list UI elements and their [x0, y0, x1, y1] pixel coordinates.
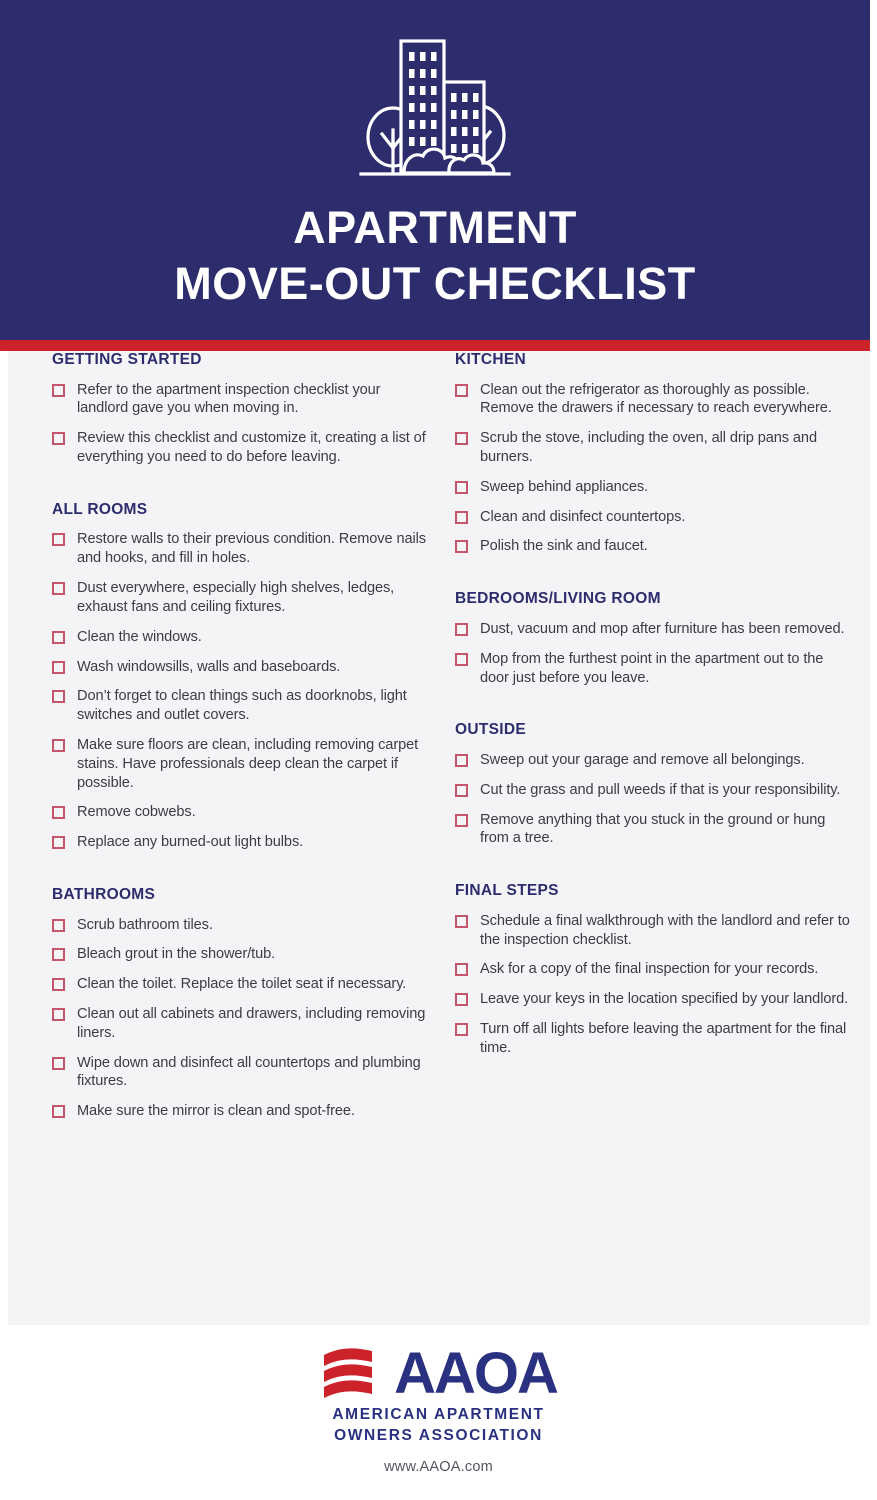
checklist-item-label: Mop from the furthest point in the apartment out to the door just before you leave.	[480, 650, 824, 686]
checklist-item-label: Cut the grass and pull weeds if that is your responsibility.	[480, 781, 841, 798]
checklist-item-label: Bleach grout in the shower/tub.	[77, 946, 276, 963]
checkbox-icon[interactable]	[52, 836, 65, 849]
section-title: ALL ROOMS	[52, 500, 148, 518]
checklist-items	[52, 381, 427, 467]
checklist-section	[455, 882, 850, 1057]
checklist-item-label: Clean the windows.	[77, 628, 202, 645]
checklist-item[interactable]	[52, 579, 427, 617]
page-title	[0, 200, 870, 312]
checklist-item[interactable]	[455, 620, 850, 639]
checkbox-icon[interactable]	[455, 814, 468, 827]
section-title: FINAL STEPS	[455, 882, 559, 900]
checkbox-icon[interactable]	[52, 661, 65, 674]
checklist-item-label: Clean out the refrigerator as thoroughly as possible. Remove the drawers if necessary to reach everywhere.	[480, 381, 832, 417]
checkbox-icon[interactable]	[455, 384, 468, 397]
red-divider	[0, 340, 870, 351]
checkbox-icon[interactable]	[52, 533, 65, 546]
checklist-item-label: Polish the sink and faucet.	[480, 538, 648, 555]
section-title: KITCHEN	[455, 351, 526, 368]
checklist-item-label: Clean and disinfect countertops.	[480, 508, 686, 525]
checklist-item-label: Don’t forget to clean things such as doorknobs, light switches and outlet covers.	[77, 688, 407, 724]
checklist-section	[455, 721, 850, 848]
checklist-items	[455, 620, 850, 687]
checkbox-icon[interactable]	[52, 978, 65, 991]
checkbox-icon[interactable]	[52, 1057, 65, 1070]
checkbox-icon[interactable]	[455, 623, 468, 636]
checklist-item-label: Review this checklist and customize it, creating a list of everything you need to do before leaving.	[77, 430, 426, 466]
checklist-items	[455, 381, 850, 557]
checklist-item-label: Leave your keys in the location specified by your landlord.	[480, 991, 849, 1008]
checklist-item[interactable]	[52, 1005, 427, 1043]
checklist-item-label: Clean out all cabinets and drawers, including removing liners.	[77, 1006, 426, 1041]
checklist-item[interactable]	[455, 650, 850, 688]
section-title: BEDROOMS/LIVING ROOM	[455, 590, 661, 608]
checklist-item[interactable]	[455, 960, 850, 979]
checkbox-icon[interactable]	[455, 784, 468, 797]
checklist-item-label: Scrub the stove, including the oven, all drip pans and burners.	[480, 430, 817, 466]
checkbox-icon[interactable]	[52, 806, 65, 819]
checkbox-icon[interactable]	[52, 948, 65, 961]
checkbox-icon[interactable]	[455, 432, 468, 445]
checklist-item[interactable]	[455, 381, 850, 419]
checklist-item-label: Make sure floors are clean, including removing carpet stains. Have professionals deep clean the carpet if possible.	[77, 736, 419, 791]
checkbox-icon[interactable]	[455, 653, 468, 666]
checklist-item-label: Restore walls to their previous condition. Remove nails and hooks, and fill in holes.	[77, 531, 426, 567]
checklist-items	[455, 912, 850, 1058]
checkbox-icon[interactable]	[52, 919, 65, 932]
checklist-section	[52, 501, 427, 852]
checklist-item[interactable]	[52, 1102, 427, 1121]
checklist-item[interactable]	[52, 803, 427, 822]
checkbox-icon[interactable]	[52, 690, 65, 703]
checklist-item-label: Wipe down and disinfect all countertops and plumbing fixtures.	[77, 1054, 421, 1090]
org-name	[332, 1405, 544, 1447]
checklist-item-label: Scrub bathroom tiles.	[77, 916, 213, 933]
checklist-item-label: Clean the toilet. Replace the toilet seat if necessary.	[77, 976, 407, 993]
checklist-item[interactable]	[52, 530, 427, 568]
checklist-items	[455, 751, 850, 848]
checklist-item-label: Turn off all lights before leaving the apartment for the final time.	[480, 1021, 847, 1056]
checkbox-icon[interactable]	[52, 384, 65, 397]
checklist-column-left	[52, 351, 427, 1132]
checklist-item-label: Dust everywhere, especially high shelves, ledges, exhaust fans and ceiling fixtures.	[77, 580, 395, 615]
checklist-item[interactable]	[455, 508, 850, 527]
aaoa-logo	[320, 1341, 557, 1407]
checklist-item[interactable]	[52, 429, 427, 467]
header-banner	[0, 0, 870, 340]
aaoa-wordmark: AAOA	[394, 1341, 557, 1407]
aaoa-flag-stripes-icon	[320, 1345, 398, 1403]
checklist-items	[52, 916, 427, 1122]
checkbox-icon[interactable]	[455, 963, 468, 976]
checkbox-icon[interactable]	[455, 481, 468, 494]
checkbox-icon[interactable]	[455, 993, 468, 1006]
checkbox-icon[interactable]	[52, 631, 65, 644]
checklist-item[interactable]	[52, 1054, 427, 1092]
checklist-section	[52, 351, 427, 467]
checkbox-icon[interactable]	[52, 739, 65, 752]
checkbox-icon[interactable]	[455, 1023, 468, 1036]
checklist-item[interactable]	[455, 429, 850, 467]
checklist-item[interactable]	[52, 975, 427, 994]
checkbox-icon[interactable]	[455, 540, 468, 553]
checkbox-icon[interactable]	[52, 1008, 65, 1021]
checklist-item-label: Replace any burned-out light bulbs.	[77, 834, 304, 851]
checklist-item[interactable]	[455, 478, 850, 497]
website-url: www.AAOA.com	[384, 1458, 493, 1475]
section-title: BATHROOMS	[52, 886, 156, 903]
checklist-item[interactable]	[52, 381, 427, 419]
checkbox-icon[interactable]	[455, 915, 468, 928]
city-buildings-trees-icon	[351, 30, 519, 182]
checklist-item[interactable]	[52, 687, 427, 725]
checklist-item[interactable]	[455, 1020, 850, 1058]
checklist-section	[52, 886, 427, 1121]
checkbox-icon[interactable]	[52, 1105, 65, 1118]
checklist-item[interactable]	[455, 912, 850, 950]
title-line-2: MOVE-OUT CHECKLIST	[174, 257, 696, 309]
checklist-section	[455, 351, 850, 556]
checklist-item-label: Sweep behind appliances.	[480, 478, 648, 495]
checklist-panel	[8, 351, 870, 1325]
section-title: GETTING STARTED	[52, 351, 202, 368]
org-name-line-2: OWNERS ASSOCIATION	[334, 1426, 543, 1444]
checklist-column-right	[455, 351, 850, 1069]
checklist-item[interactable]	[52, 658, 427, 677]
checklist-item-label: Refer to the apartment inspection checklist your landlord gave you when moving in.	[77, 381, 381, 417]
checklist-item[interactable]	[455, 537, 850, 556]
org-name-line-1: AMERICAN APARTMENT	[332, 1406, 545, 1423]
footer	[0, 1325, 877, 1500]
checklist-item-label: Dust, vacuum and mop after furniture has been removed.	[480, 620, 845, 637]
checklist-items	[52, 530, 427, 852]
checklist-item-label: Remove anything that you stuck in the ground or hung from a tree.	[480, 811, 826, 847]
checklist-item[interactable]	[52, 945, 427, 964]
checkbox-icon[interactable]	[455, 754, 468, 767]
checklist-item[interactable]	[52, 916, 427, 935]
checklist-item[interactable]	[455, 811, 850, 849]
checklist-item[interactable]	[455, 751, 850, 770]
checkbox-icon[interactable]	[455, 511, 468, 524]
checklist-item[interactable]	[455, 990, 850, 1009]
checklist-item-label: Schedule a final walkthrough with the landlord and refer to the inspection checklist.	[480, 912, 850, 948]
checkbox-icon[interactable]	[52, 582, 65, 595]
section-title: OUTSIDE	[455, 721, 526, 739]
title-line-1: APARTMENT	[293, 202, 577, 253]
checkbox-icon[interactable]	[52, 432, 65, 445]
checklist-item[interactable]	[52, 628, 427, 647]
checklist-item-label: Sweep out your garage and remove all belongings.	[480, 751, 805, 768]
checklist-item-label: Remove cobwebs.	[77, 804, 196, 821]
checklist-item-label: Make sure the mirror is clean and spot-free.	[77, 1103, 355, 1120]
checklist-item-label: Ask for a copy of the final inspection for your records.	[480, 961, 819, 978]
checklist-item[interactable]	[52, 736, 427, 792]
checklist-section	[455, 590, 850, 687]
checklist-item-label: Wash windowsills, walls and baseboards.	[77, 658, 341, 675]
checklist-item[interactable]	[455, 781, 850, 800]
checklist-item[interactable]	[52, 833, 427, 852]
